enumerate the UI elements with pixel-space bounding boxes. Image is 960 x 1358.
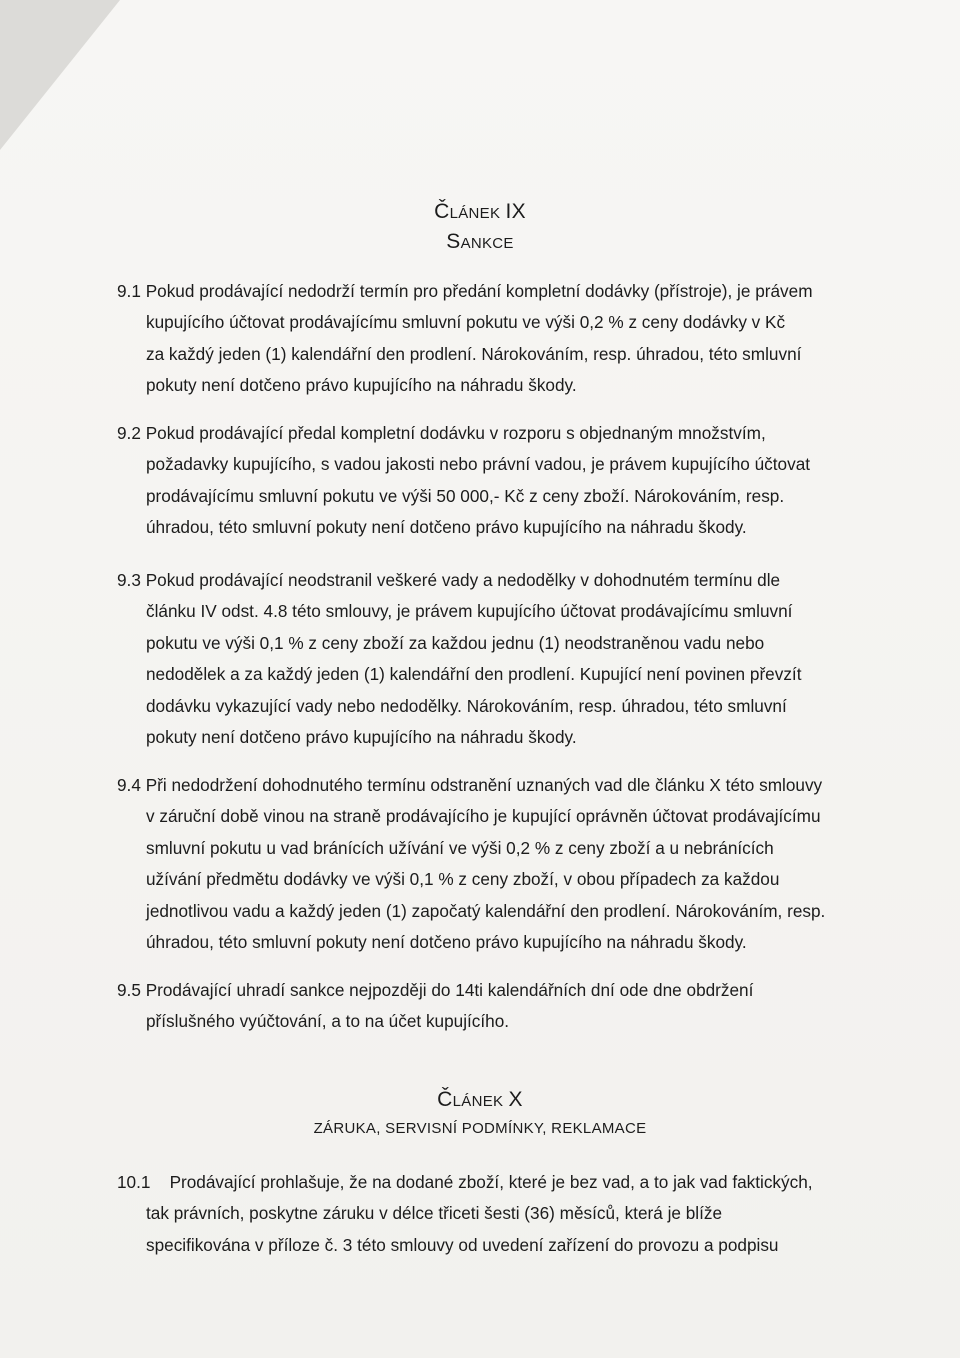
article-ix-subtitle: SANKCE <box>446 230 514 253</box>
paragraph-line: pokuty není dotčeno právo kupujícího na náhradu škody. <box>146 727 577 748</box>
paragraph-9-3 <box>117 565 847 753</box>
paragraph-line: v záruční době vinou na straně prodávajícího je kupující oprávněn účtovat prodávajícímu <box>146 806 821 827</box>
paragraph-9-4 <box>117 770 847 958</box>
article-ix-title: ČLÁNEK IX <box>434 200 526 223</box>
paragraph-line: požadavky kupujícího, s vadou jakosti nebo právní vadou, je právem kupujícího účtovat <box>146 454 811 475</box>
paragraph-line: užívání předmětu dodávky ve výši 0,1 % z ceny zboží, v obou případech za každou <box>146 869 780 890</box>
paragraph-line: specifikována v příloze č. 3 této smlouvy od uvedení zařízení do provozu a podpisu <box>146 1234 779 1255</box>
paragraph-line: kupujícího účtovat prodávajícímu smluvní pokutu ve výši 0,2 % z ceny dodávky v Kč <box>146 312 786 333</box>
paragraph-line: pokutu ve výši 0,1 % z ceny zboží za každou jednu (1) neodstraněnou vadu nebo <box>146 632 765 653</box>
paragraph-line: prodávajícímu smluvní pokutu ve výši 50 000,- Kč z ceny zboží. Nárokováním, resp. <box>146 485 785 506</box>
paragraph-10-1 <box>117 1167 847 1261</box>
paragraph-line: úhradou, této smluvní pokuty není dotčeno právo kupujícího na náhradu škody. <box>146 932 747 953</box>
paragraph-line: 9.4 Při nedodržení dohodnutého termínu odstranění uznaných vad dle článku X této smlouvy <box>117 775 823 795</box>
paragraph-line: 9.5 Prodávající uhradí sankce nejpozději do 14ti kalendářních dní ode dne obdržení <box>117 980 754 1000</box>
paragraph-line: 10.1 Prodávající prohlašuje, že na dodané zboží, které je bez vad, a to jak vad faktických, <box>117 1172 813 1192</box>
article-x-title: ČLÁNEK X <box>437 1088 523 1111</box>
paragraph-line: dodávku vykazující vady nebo nedodělky. Nárokováním, resp. úhradou, této smluvní <box>146 695 787 716</box>
paragraph-line: pokuty není dotčeno právo kupujícího na náhradu škody. <box>146 375 577 396</box>
paragraph-9-2 <box>117 418 847 544</box>
paragraph-line: úhradou, této smluvní pokuty není dotčeno právo kupujícího na náhradu škody. <box>146 517 747 538</box>
paragraph-line: článku IV odst. 4.8 této smlouvy, je právem kupujícího účtovat prodávajícímu smluvní <box>146 601 793 622</box>
article-x-subtitle: ZÁRUKA, SERVISNÍ PODMÍNKY, REKLAMACE <box>313 1120 647 1137</box>
paragraph-line: tak právních, poskytne záruku v délce třiceti šesti (36) měsíců, která je blíže <box>146 1203 723 1224</box>
paragraph-line: za každý jeden (1) kalendářní den prodlení. Nárokováním, resp. úhradou, této smluvní <box>146 343 802 364</box>
paragraph-line: 9.2 Pokud prodávající předal kompletní dodávku v rozporu s objednaným množstvím, <box>117 423 766 443</box>
page-corner-shadow <box>0 0 120 150</box>
paragraph-line: nedodělek a za každý jeden (1) kalendářní den prodlení. Kupující není povinen převzít <box>146 664 802 685</box>
paragraph-line: 9.3 Pokud prodávající neodstranil veškeré vady a nedodělky v dohodnutém termínu dle <box>117 570 781 590</box>
paragraph-line: příslušného vyúčtování, a to na účet kupujícího. <box>146 1011 510 1032</box>
paragraph-line: jednotlivou vadu a každý jeden (1) započatý kalendářní den prodlení. Nárokováním, resp. <box>146 900 826 921</box>
paragraph-line: smluvní pokutu u vad bránících užívání ve výši 0,2 % z ceny zboží a u nebránících <box>146 837 774 858</box>
paragraph-9-5 <box>117 975 847 1038</box>
paragraph-9-1 <box>117 276 847 402</box>
paragraph-line: 9.1 Pokud prodávající nedodrží termín pro předání kompletní dodávky (přístroje), je právem <box>117 281 813 301</box>
